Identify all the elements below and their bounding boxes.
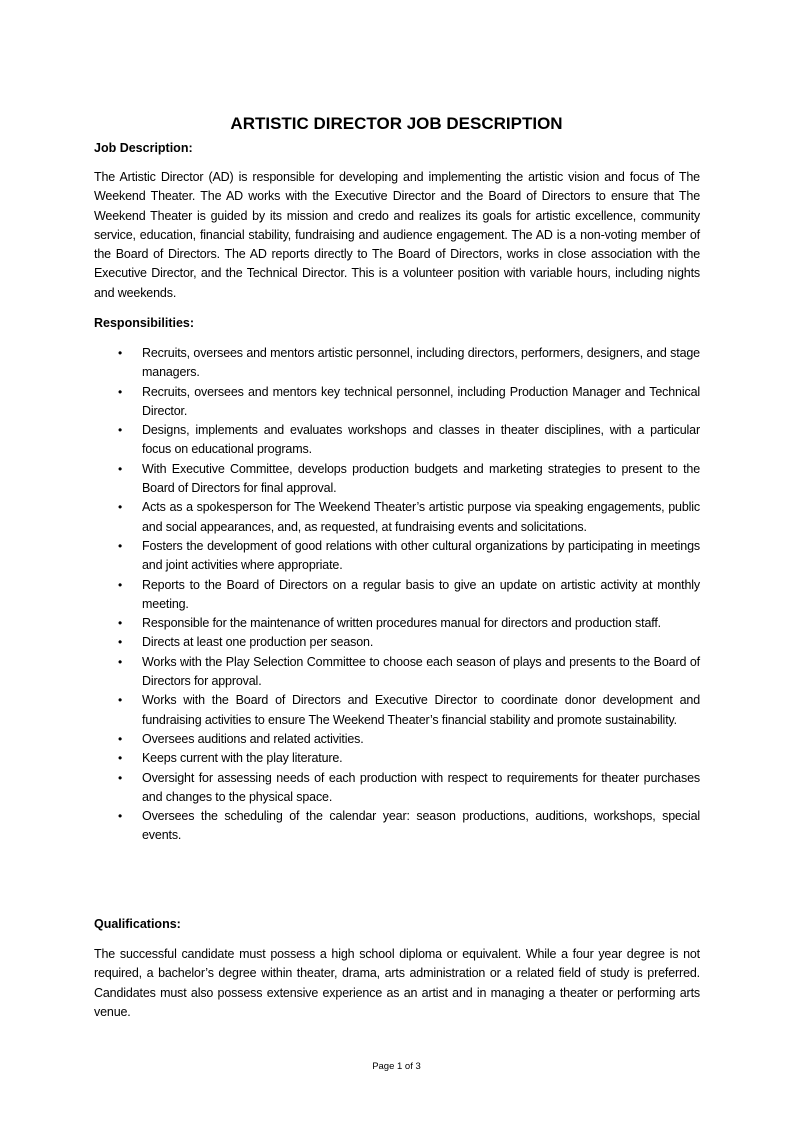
bullet-icon: • (118, 616, 123, 631)
qualifications-text: The successful candidate must possess a high school diploma or equivalent. While a four year degree is not required, a bachelor’s degree within theater, drama, arts administration or a related field of study is preferred. Candidates must also possess extensive experience as an artist and in managing a theater or performing arts venue. (94, 947, 700, 1019)
bullet-icon: • (118, 693, 123, 708)
bullet-icon: • (118, 346, 123, 360)
page-number-footer: Page 1 of 3 (372, 1061, 421, 1072)
qualifications-heading: Qualifications: (94, 917, 181, 931)
list-item-text: With Executive Committee, develops production budgets and marketing strategies to present to the Board of Directors for final approval. (142, 461, 700, 496)
list-item-text: Oversight for assessing needs of each production with respect to requirements for theater purchases and changes to the physical space. (142, 770, 700, 804)
bullet-icon: • (118, 809, 123, 824)
list-item (94, 633, 700, 652)
list-item (94, 653, 700, 692)
bullet-icon: • (118, 654, 123, 669)
list-item-text: Works with the Play Selection Committee to choose each season of plays and presents to the Board of Directors for approval. (142, 654, 700, 689)
list-item (94, 383, 700, 422)
bullet-icon: • (118, 461, 123, 476)
responsibilities-heading: Responsibilities: (94, 316, 195, 330)
list-item-text: Directs at least one production per season. (142, 635, 374, 650)
list-item (94, 421, 700, 460)
list-item-text: Keeps current with the play literature. (142, 751, 343, 766)
job-description-text: The Artistic Director (AD) is responsible for developing and implementing the artistic vision and focus of The Weekend Theater. The AD works with the Executive Director and the Board of Directors to ensure that The Weekend Theater is guided by its mission and credo and realizes its goals for artistic excellence, community service, education, financial stability, fundraising and audience engagement. The AD is a non-voting member of the Board of Directors. The AD reports directly to The Board of Directors, works in close association with the Executive Director, and the Technical Director. This is a volunteer position with variable hours, including nights and weekends. (94, 170, 700, 300)
list-item (94, 498, 700, 537)
list-item-text: Fosters the development of good relations with other cultural organizations by participating in meetings and joint activities where appropriate. (142, 538, 700, 573)
list-item-text: Recruits, oversees and mentors key technical personnel, including Production Manager and Technical Director. (142, 384, 700, 418)
responsibilities-list (94, 344, 700, 846)
list-item (94, 749, 700, 768)
bullet-icon: • (118, 538, 123, 553)
bullet-icon: • (118, 770, 123, 785)
bullet-icon: • (118, 423, 123, 438)
list-item (94, 614, 700, 633)
list-item (94, 769, 700, 808)
page-title: ARTISTIC DIRECTOR JOB DESCRIPTION (230, 114, 563, 133)
bullet-icon: • (118, 384, 123, 399)
bullet-icon: • (118, 500, 123, 515)
bullet-icon: • (118, 751, 123, 766)
list-item (94, 344, 700, 383)
bullet-icon: • (118, 635, 123, 650)
bullet-icon: • (118, 731, 123, 746)
list-item-text: Oversees the scheduling of the calendar year: season productions, auditions, workshops, special events. (142, 809, 700, 843)
list-item (94, 807, 700, 846)
list-item (94, 576, 700, 615)
list-item-text: Responsible for the maintenance of written procedures manual for directors and production staff. (142, 616, 661, 631)
list-item (94, 730, 700, 749)
job-description-heading: Job Description: (94, 141, 193, 155)
list-item-text: Recruits, oversees and mentors artistic personnel, including directors, performers, designers, and stage managers. (142, 346, 700, 380)
list-item-text: Works with the Board of Directors and Executive Director to coordinate donor development and fundraising activities to ensure The Weekend Theater’s financial stability and promote sustainability. (142, 693, 700, 727)
list-item-text: Reports to the Board of Directors on a regular basis to give an update on artistic activity at monthly meeting. (142, 577, 700, 611)
bullet-icon: • (118, 577, 123, 592)
list-item (94, 691, 700, 730)
list-item (94, 537, 700, 576)
list-item-text: Designs, implements and evaluates workshops and classes in theater disciplines, with a particular focus on educational programs. (142, 423, 700, 457)
list-item (94, 460, 700, 499)
list-item-text: Oversees auditions and related activities. (142, 731, 364, 746)
list-item-text: Acts as a spokesperson for The Weekend Theater’s artistic purpose via speaking engagements, public and social appearances, and, as requested, at fundraising events and solicitations. (142, 500, 700, 534)
